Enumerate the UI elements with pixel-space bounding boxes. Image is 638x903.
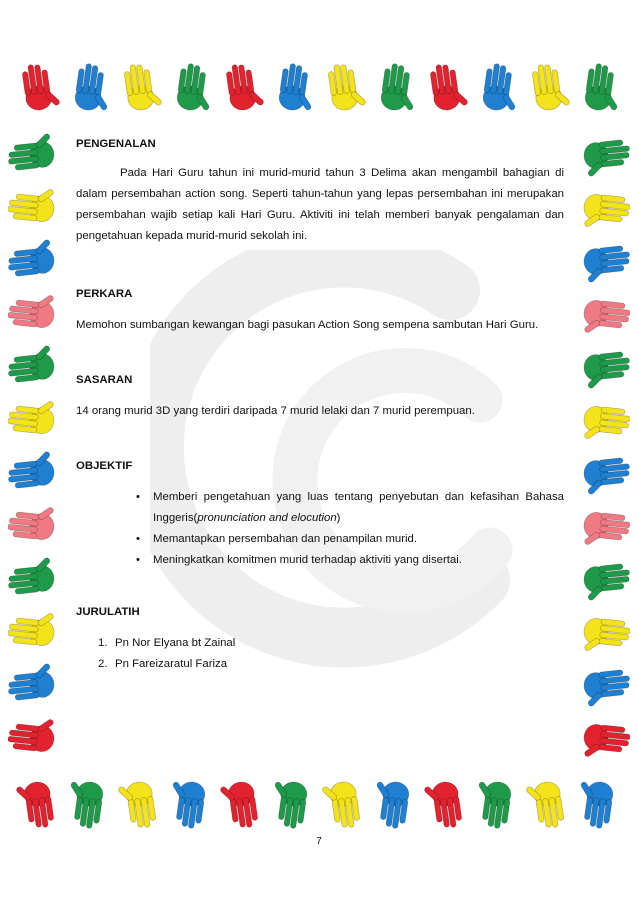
hand-icon: [123, 61, 163, 111]
section-objektif: [76, 456, 564, 571]
document-body: [76, 130, 564, 675]
heading-objektif: OBJEKTIF: [76, 460, 133, 472]
hand-icon: [583, 351, 630, 390]
hand-icon: [423, 780, 463, 830]
objektif-item-3: • Meningkatkan komitmen murid terhadap aktiviti yang disertai.: [138, 550, 564, 571]
hand-icon: [583, 139, 630, 178]
hand-icon: [582, 617, 630, 656]
hand-icon: [8, 344, 55, 383]
hand-icon: [582, 299, 630, 338]
section-jurulatih: [76, 602, 564, 675]
hand-icon: [584, 62, 624, 112]
hand-icon: [380, 62, 420, 112]
hand-icon: [583, 669, 630, 708]
hand-icon: [8, 608, 56, 647]
hand-icon: [8, 556, 55, 595]
hand-icon: [531, 61, 571, 111]
hand-icon: [583, 245, 630, 284]
bullet-icon: •: [136, 533, 140, 545]
hand-icon: [21, 61, 61, 111]
hand-icon: [8, 714, 56, 753]
hand-icon: [327, 61, 367, 111]
objektif-item-2: • Memantapkan persembahan dan penampilan murid.: [138, 529, 564, 550]
hand-icon: [582, 723, 630, 762]
page-number: 7: [316, 836, 322, 847]
hand-icon: [8, 290, 56, 329]
hand-icon: [8, 662, 55, 701]
hand-icon: [582, 193, 630, 232]
section-perkara: [76, 284, 564, 336]
heading-sasaran: SASARAN: [76, 374, 133, 386]
hand-icon: [74, 62, 114, 112]
section-sasaran: [76, 370, 564, 422]
hand-icon: [176, 62, 216, 112]
hand-icon: [574, 779, 614, 829]
hand-icon: [583, 563, 630, 602]
hand-icon: [583, 457, 630, 496]
hand-icon: [8, 184, 56, 223]
hand-icon: [8, 396, 56, 435]
jurulatih-item: 2. Pn Fareizaratul Fariza: [98, 658, 228, 670]
bullet-icon: •: [136, 554, 140, 566]
hand-icon: [268, 779, 308, 829]
hand-icon: [166, 779, 206, 829]
hand-icon: [582, 511, 630, 550]
bullet-icon: •: [136, 491, 140, 503]
hand-icon: [15, 780, 55, 830]
perkara-text: Memohon sumbangan kewangan bagi pasukan Action Song sempena sambutan Hari Guru.: [76, 319, 539, 331]
hand-icon: [64, 779, 104, 829]
hand-icon: [472, 779, 512, 829]
hand-icon: [8, 502, 56, 541]
hand-icon: [278, 62, 318, 112]
hand-icon: [117, 780, 157, 830]
jurulatih-item: 1. Pn Nor Elyana bt Zainal: [98, 637, 236, 649]
hand-icon: [219, 780, 259, 830]
objektif-list: [76, 487, 564, 571]
jurulatih-list: [76, 633, 564, 675]
hand-icon: [370, 779, 410, 829]
hand-icon: [582, 405, 630, 444]
hand-icon: [321, 780, 361, 830]
heading-perkara: PERKARA: [76, 288, 133, 300]
heading-pengenalan: PENGENALAN: [76, 138, 156, 150]
heading-jurulatih: JURULATIH: [76, 606, 140, 618]
section-pengenalan: [76, 134, 564, 247]
hand-icon: [8, 132, 55, 171]
hand-icon: [8, 450, 55, 489]
hand-icon: [8, 238, 55, 277]
pengenalan-paragraph: Pada Hari Guru tahun ini murid-murid tahun 3 Delima akan mengambil bahagian di dalam persembahan action song. Seperti tahun-tahun yang lepas persembahan ini merupakan persembahan wajib setiap kali Hari Guru. Aktiviti ini telah memberi banyak pengalaman dan pengetahuan kepada murid-murid sekolah ini.: [76, 167, 564, 242]
hand-icon: [482, 62, 522, 112]
hand-icon: [225, 61, 265, 111]
objektif-item-1: • Memberi pengetahuan yang luas tentang penyebutan dan kefasihan Bahasa Inggeris(pronunciation and elocution): [138, 487, 564, 529]
hand-icon: [429, 61, 469, 111]
hand-icon: [525, 780, 565, 830]
sasaran-text: 14 orang murid 3D yang terdiri daripada 7 murid lelaki dan 7 murid perempuan.: [76, 405, 475, 417]
